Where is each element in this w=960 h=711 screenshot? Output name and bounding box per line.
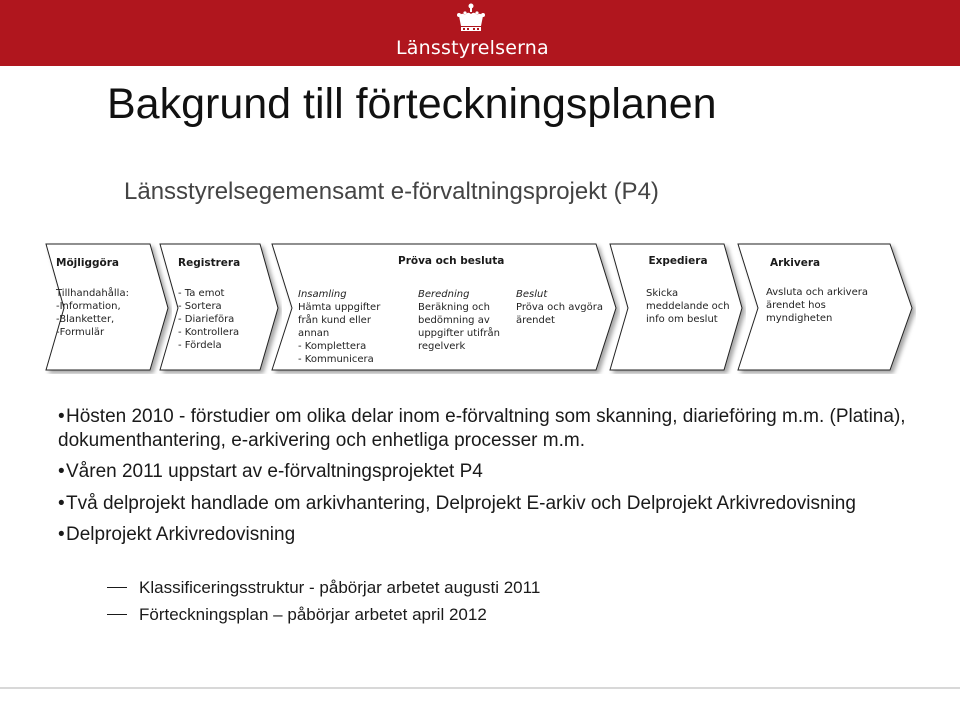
step-heading: Pröva och besluta — [398, 255, 505, 267]
bullet-text: Hösten 2010 - förstudier om olika delar inom e-förvaltning som skanning, diarieföring m.m. (Platina), dokumenthantering, e-arkivering och enhetliga processer m.m. — [58, 406, 906, 451]
sub-bullet-text: Klassificeringsstruktur - påbörjar arbetet augusti 2011 — [139, 578, 541, 597]
bullet-item: •Två delprojekt handlade om arkivhantering, Delprojekt E-arkiv och Delprojekt Arkivredovisning — [58, 492, 856, 514]
step-body — [178, 287, 260, 352]
step-line: info om beslut — [646, 314, 718, 325]
sub-bullet-text: Förteckningsplan – påbörjar arbetet april 2012 — [139, 605, 487, 624]
step-line: meddelande och — [646, 301, 730, 312]
step-heading: Möjliggöra — [56, 257, 119, 269]
process-step-arkivera — [736, 242, 916, 374]
bullet-item: •Våren 2011 uppstart av e-förvaltningsprojektet P4 — [58, 461, 483, 482]
step-line: - Fördela — [178, 340, 222, 351]
brand-name: Länsstyrelserna — [396, 37, 549, 59]
step-line: Skicka — [646, 288, 679, 299]
step-line: Avsluta och arkivera — [766, 287, 868, 298]
step-line: bedömning av — [418, 315, 490, 326]
step-line: - Komplettera — [298, 341, 367, 352]
process-step-mojliggora — [44, 242, 172, 374]
step-heading: Registrera — [178, 257, 241, 269]
process-step-expediera — [608, 242, 746, 374]
step-body — [56, 287, 150, 339]
step-line: - Kommunicera — [298, 354, 374, 365]
bullet-text: Våren 2011 uppstart av e-förvaltningsprojektet P4 — [66, 461, 483, 482]
sub-bullet-item — [107, 605, 487, 625]
step-body — [646, 287, 730, 326]
dash-icon — [107, 587, 127, 588]
page-subtitle: Länsstyrelsegemensamt e-förvaltningsprojekt (P4) — [124, 178, 659, 205]
process-step-prova-och-besluta — [270, 242, 620, 374]
bullet-item: •Hösten 2010 - förstudier om olika delar inom e-förvaltning som skanning, diarieföring m.m. (Platina), dokumenthantering, e-arkivering och enhetliga processer m.m. — [58, 406, 906, 451]
step-line: myndigheten — [766, 313, 833, 324]
step-line: - Diarieföra — [178, 314, 235, 325]
sub-bullet-item — [107, 578, 540, 598]
step-column-beslut — [516, 288, 603, 327]
bullet-list — [58, 405, 938, 555]
step-line: -Information, — [56, 301, 121, 312]
column-title: Insamling — [298, 289, 347, 300]
step-line: annan — [298, 328, 330, 339]
step-line: Pröva och avgöra — [516, 302, 603, 313]
step-body — [766, 286, 886, 325]
header-bar — [0, 0, 960, 66]
process-diagram — [0, 230, 960, 380]
step-heading: Expediera — [648, 255, 708, 267]
step-line: uppgifter utifrån — [418, 328, 501, 339]
bullet-text: Två delprojekt handlade om arkivhantering, Delprojekt E-arkiv och Delprojekt Arkivredovisning — [66, 492, 856, 514]
step-column-beredning — [418, 288, 500, 353]
crown-icon — [454, 2, 488, 36]
step-line: Hämta uppgifter — [298, 302, 381, 313]
step-line: från kund eller — [298, 315, 371, 326]
process-step-registrera — [158, 242, 282, 374]
step-line: - Kontrollera — [178, 327, 240, 338]
footer-divider — [0, 687, 960, 689]
step-heading: Arkivera — [770, 257, 821, 269]
step-line: regelverk — [418, 341, 466, 352]
page-title: Bakgrund till förteckningsplanen — [107, 80, 717, 128]
step-line: ärendet — [516, 315, 555, 326]
step-line: -Blanketter, — [56, 314, 115, 325]
bullet-item: •Delprojekt Arkivredovisning — [58, 524, 296, 545]
step-line: - Sortera — [178, 301, 222, 312]
dash-icon — [107, 614, 127, 615]
step-line: ärendet hos — [766, 300, 826, 311]
column-title: Beredning — [418, 289, 470, 300]
brand-logo — [396, 2, 549, 64]
bullet-text: Delprojekt Arkivredovisning — [66, 524, 296, 545]
step-line: - Ta emot — [178, 288, 225, 299]
step-line: -Formulär — [56, 327, 105, 338]
step-line: Tillhandahålla: — [56, 288, 129, 299]
column-title: Beslut — [516, 289, 548, 300]
step-column-insamling — [298, 288, 380, 366]
step-line: Beräkning och — [418, 302, 490, 313]
